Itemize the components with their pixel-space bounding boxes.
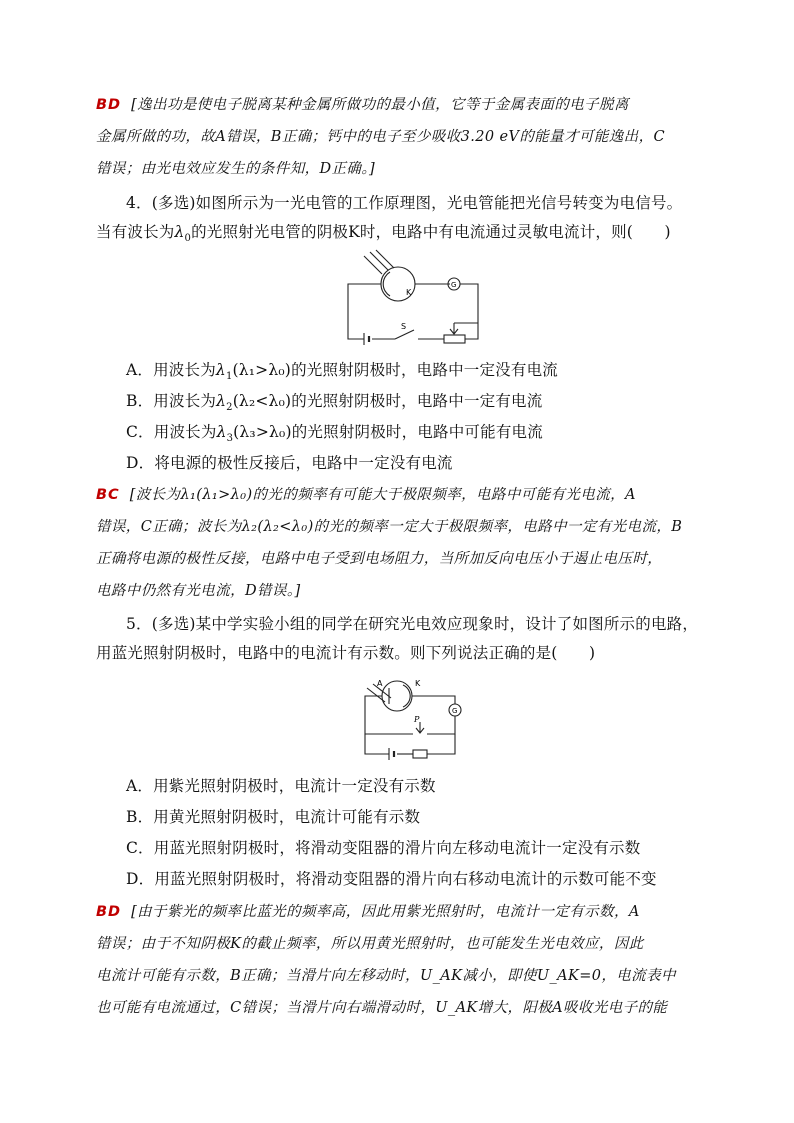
rheostat — [444, 335, 465, 343]
q4-answer-line-2: 错误，C正确；波长为λ₂(λ₂<λ₀)的光的频率一定大于极限频率，电路中一定有光电流，B — [96, 519, 683, 535]
q4-answer-line-1 — [96, 485, 706, 505]
q4-answer-label: BC — [96, 487, 120, 503]
q3-answer-line-1 — [96, 95, 706, 115]
q4-option-b-lambda: λ — [216, 392, 227, 410]
label-s: S — [401, 322, 407, 331]
q4-option-a-sub: 1 — [225, 371, 233, 383]
q4-lambda: λ — [174, 223, 185, 241]
cathode-arc — [383, 272, 390, 296]
q4-option-a-prefix: A．用波长为 — [126, 361, 216, 379]
q3-answer-line-3: 错误；由光电效应发生的条件知，D正确。] — [96, 161, 376, 177]
q5-stem-line-1: 5．(多选)某中学实验小组的同学在研究光电效应现象时，设计了如图所示的电路， — [126, 615, 699, 633]
q4-option-c-cond: (λ₃>λ₀) — [233, 423, 292, 441]
q3-answer-label: BD — [96, 97, 122, 113]
q5-answer-line-2: 错误；由于不知阴极K的截止频率，所以用黄光照射时，也可能发生光电效应，因此 — [96, 936, 644, 952]
label-g: G — [452, 707, 458, 715]
light-ray — [376, 250, 394, 268]
q4-option-c-lambda: λ — [216, 423, 227, 441]
cathode-arc — [403, 685, 410, 707]
label-a: A — [377, 679, 383, 688]
q5-option-c: C．用蓝光照射阴极时，将滑动变阻器的滑片向左移动电流计一定没有示数 — [126, 839, 641, 857]
light-ray — [364, 256, 382, 274]
q4-stem-text-a: 当有波长为 — [96, 223, 175, 241]
q4-answer-line-3: 正确将电源的极性反接，电路中电子受到电场阻力，当所加反向电压小于遏止电压时， — [96, 551, 663, 567]
q4-option-b-cond: (λ₂<λ₀) — [232, 392, 292, 410]
q4-lambda-sub: 0 — [184, 233, 192, 245]
q5-answer-label: BD — [96, 904, 122, 920]
q4-answer-line-4: 电路中仍然有光电流，D错误。] — [96, 583, 301, 599]
q4-option-c-sub: 3 — [226, 433, 234, 445]
q4-option-b — [126, 391, 736, 418]
q5-answer-line-1 — [96, 902, 706, 922]
q4-option-a-lambda: λ — [215, 361, 226, 379]
q4-option-a-suffix: 的光照射阴极时，电路中一定没有电流 — [291, 361, 558, 379]
label-g: G — [451, 281, 457, 289]
label-p: P — [414, 715, 420, 724]
q4-stem-line-2 — [96, 222, 706, 249]
q5-option-d: D．用蓝光照射阴极时，将滑动变阻器的滑片向右移动电流计的示数可能不变 — [126, 870, 657, 888]
q4-stem-line-1: 4．(多选)如图所示为一光电管的工作原理图，光电管能把光信号转变为电信号。 — [126, 194, 683, 212]
q4-option-d: D．将电源的极性反接后，电路中一定没有电流 — [126, 454, 453, 472]
q4-option-b-prefix: B．用波长为 — [126, 392, 217, 410]
phototube-circle — [382, 681, 412, 711]
q4-option-c-suffix: 的光照射阴极时，电路中可能有电流 — [291, 423, 543, 441]
q5-stem-line-2: 用蓝光照射阴极时，电路中的电流计有示数。则下列说法正确的是( ) — [96, 644, 596, 662]
q5-answer-line-4: 也可能有电流通过，C错误；当滑片向右端滑动时，U_AK增大，阳极A吸收光电子的能 — [96, 1000, 668, 1016]
q4-stem-text-b: 的光照射光电管的阴极K时，电路中有电流通过灵敏电流计，则( ) — [191, 223, 671, 241]
label-k: K — [415, 679, 421, 688]
q5-option-a: A．用紫光照射阴极时，电流计一定没有示数 — [126, 777, 436, 795]
q4-option-a-cond: (λ₁>λ₀) — [232, 361, 292, 379]
label-k: K — [406, 288, 412, 297]
light-ray — [370, 252, 388, 270]
q5-answer-line-3: 电流计可能有示数，B正确；当滑片向左移动时，U_AK减小，即使U_AK=0，电流表中 — [96, 968, 676, 984]
q5-photoelectric-circuit-diagram — [345, 670, 470, 762]
q3-answer-line-2: 金属所做的功，故A错误，B正确；钙中的电子至少吸收3.20 eV的能量才可能逸出，C — [96, 129, 665, 145]
q4-answer-text-1: [波长为λ₁(λ₁>λ₀)的光的频率有可能大于极限频率，电路中可能有光电流，A — [129, 487, 636, 503]
q4-option-c — [126, 422, 736, 449]
q3-answer-text-1: [逸出功是使电子脱离某种金属所做功的最小值，它等于金属表面的电子脱离 — [131, 97, 629, 113]
q4-option-b-suffix: 的光照射阴极时，电路中一定有电流 — [291, 392, 543, 410]
rheostat — [413, 750, 427, 758]
q4-option-c-prefix: C．用波长为 — [126, 423, 217, 441]
q5-answer-text-1: [由于紫光的频率比蓝光的频率高，因此用紫光照射时，电流计一定有示数，A — [131, 904, 640, 920]
switch-blade — [395, 330, 414, 339]
q5-option-b: B．用黄光照射阴极时，电流计可能有示数 — [126, 808, 421, 826]
q4-option-a — [126, 360, 736, 387]
q4-option-b-sub: 2 — [226, 402, 233, 414]
q4-phototube-circuit-diagram — [340, 248, 490, 348]
